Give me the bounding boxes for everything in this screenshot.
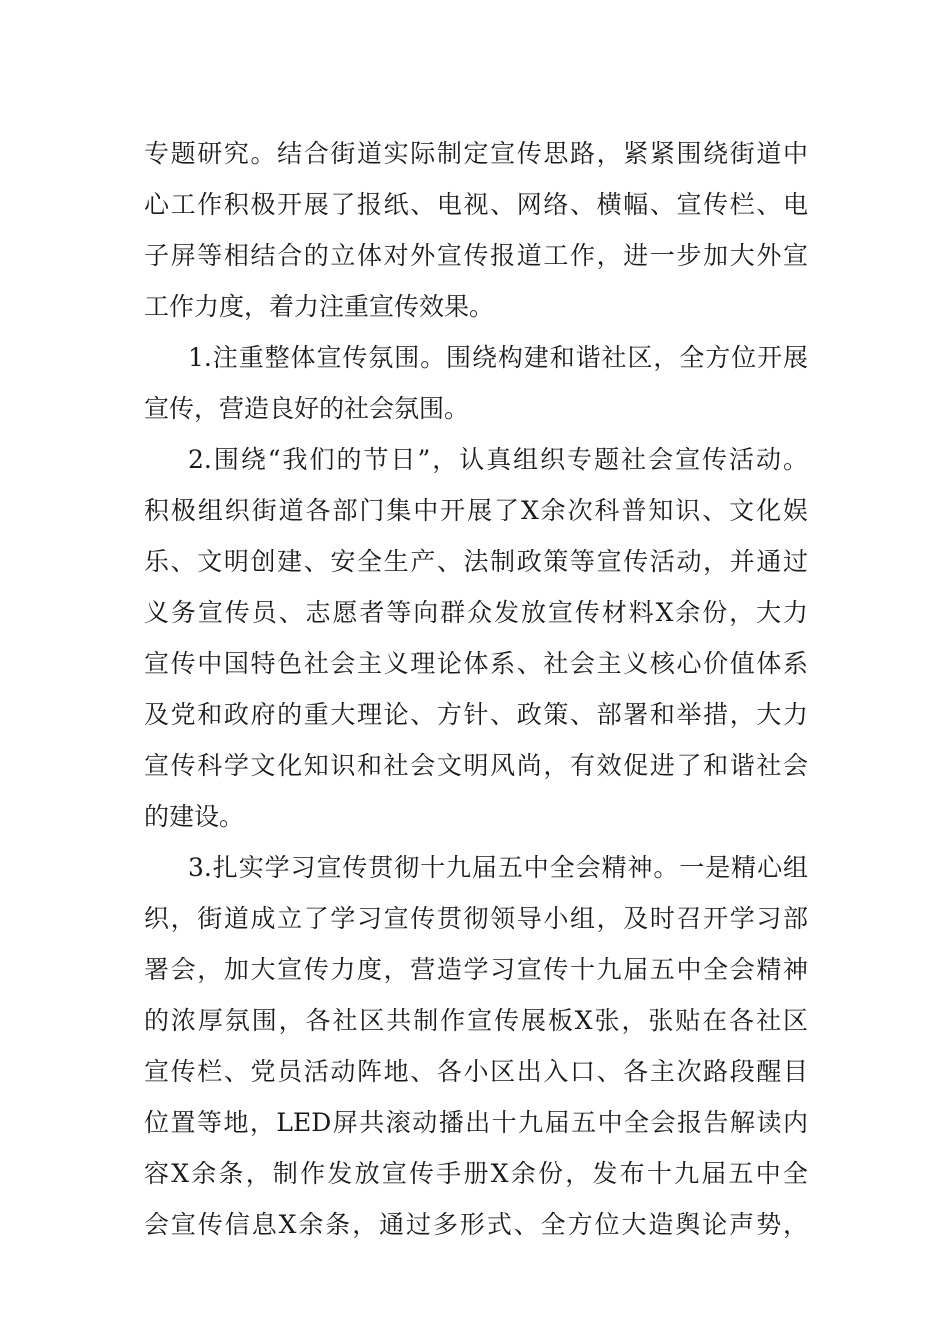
- text-line: 织，街道成立了学习宣传贯彻领导小组，及时召开学习部: [144, 904, 808, 933]
- text-line: 3.扎实学习宣传贯彻十九届五中全会精神。一是精心组: [188, 853, 808, 882]
- text-line: 1.注重整体宣传氛围。围绕构建和谐社区，全方位开展: [188, 343, 808, 372]
- text-line: 位置等地，LED屏共滚动播出十九届五中全会报告解读内: [144, 1108, 808, 1137]
- text-line: 及党和政府的重大理论、方针、政策、部署和举措，大力: [144, 700, 808, 729]
- text-line: 义务宣传员、志愿者等向群众发放宣传材料X余份，大力: [144, 598, 808, 627]
- text-line: 的浓厚氛围，各社区共制作宣传展板X张，张贴在各社区: [144, 1006, 808, 1035]
- text-line: 专题研究。结合街道实际制定宣传思路，紧紧围绕街道中: [144, 139, 808, 168]
- text-line: 积极组织街道各部门集中开展了X余次科普知识、文化娱: [144, 496, 808, 525]
- text-line: 2.围绕“我们的节日”，认真组织专题社会宣传活动。: [188, 445, 808, 474]
- text-line: 的建设。: [144, 802, 245, 831]
- text-line: 子屏等相结合的立体对外宣传报道工作，进一步加大外宣: [144, 241, 808, 270]
- text-line: 宣传中国特色社会主义理论体系、社会主义核心价值体系: [144, 649, 808, 678]
- text-line: 容X余条，制作发放宣传手册X余份，发布十九届五中全: [144, 1159, 808, 1188]
- text-line: 工作力度，着力注重宣传效果。: [144, 292, 495, 321]
- text-line: 乐、文明创建、安全生产、法制政策等宣传活动，并通过: [144, 547, 808, 576]
- text-line: 署会，加大宣传力度，营造学习宣传十九届五中全会精神: [144, 955, 808, 984]
- text-line: 宣传栏、党员活动阵地、各小区出入口、各主次路段醒目: [144, 1057, 808, 1086]
- text-line: 宣传，营造良好的社会氛围。: [144, 394, 470, 423]
- text-line: 心工作积极开展了报纸、电视、网络、横幅、宣传栏、电: [144, 190, 808, 219]
- text-line: 会宣传信息X余条，通过多形式、全方位大造舆论声势，: [144, 1210, 808, 1239]
- document-body: [144, 128, 808, 1250]
- text-line: 宣传科学文化知识和社会文明风尚，有效促进了和谐社会: [144, 751, 808, 780]
